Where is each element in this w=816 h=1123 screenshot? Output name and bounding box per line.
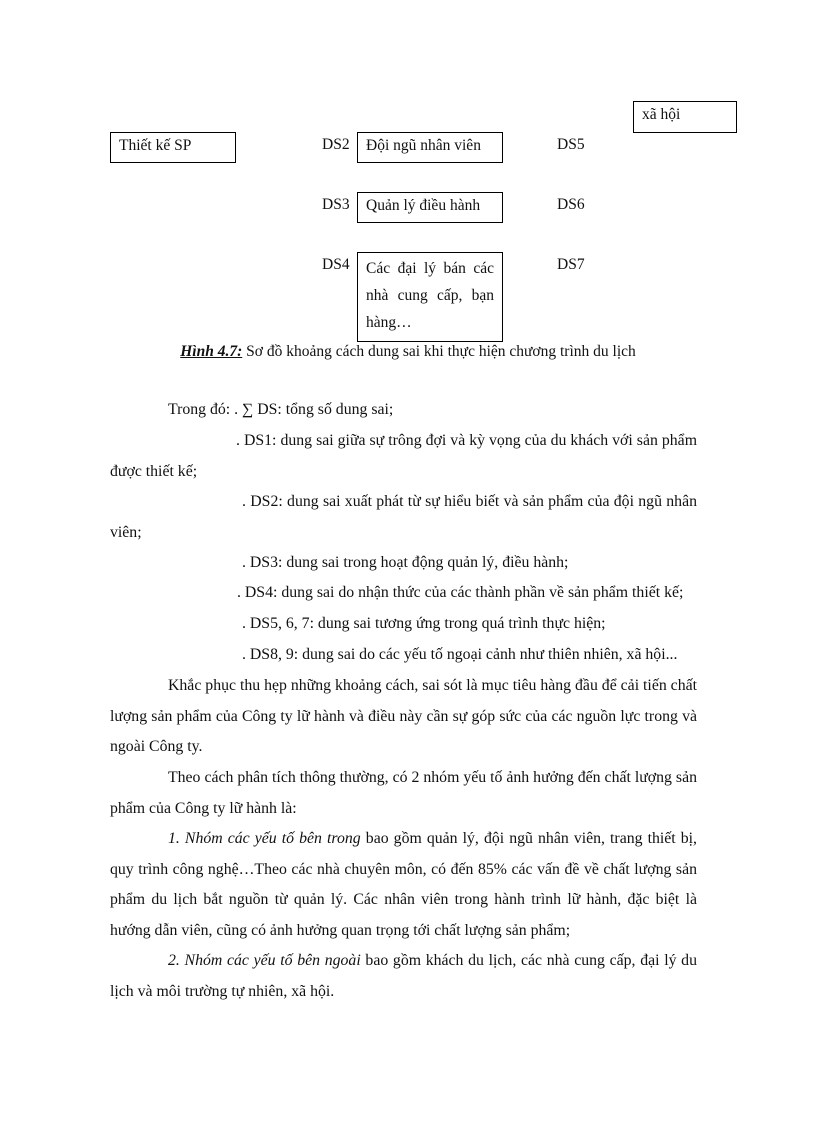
definition-ds3: . DS3: dung sai trong hoạt động quản lý, điều hành; xyxy=(242,554,569,571)
definition-ds567: . DS5, 6, 7: dung sai tương ứng trong quá trình thực hiện; xyxy=(242,615,606,632)
figure-caption-text: Sơ đồ khoảng cách dung sai khi thực hiện chương trình du lịch xyxy=(242,343,636,360)
definition-ds89: . DS8, 9: dung sai do các yếu tố ngoại cảnh như thiên nhiên, xã hội... xyxy=(242,646,678,663)
ds7-label: DS7 xyxy=(557,256,585,273)
society-box-label: xã hội xyxy=(642,106,681,123)
paragraph-improvement xyxy=(110,671,697,763)
ds3-label: DS3 xyxy=(322,196,350,213)
internal-factors-heading: 1. Nhóm các yếu tố bên trong xyxy=(168,830,361,847)
definition-ds4: . DS4: dung sai do nhận thức của các thành phần về sản phẩm thiết kế; xyxy=(237,584,684,601)
definition-ds2-text: . DS2: dung sai xuất phát từ sự hiểu biết và sản phẩm của đội ngũ nhân viên; xyxy=(110,493,697,541)
figure-caption xyxy=(0,341,816,363)
definition-ds2 xyxy=(110,487,697,548)
ds2-label: DS2 xyxy=(322,136,350,153)
internal-factors-text: bao gồm quản lý, đội ngũ nhân viên, trang thiết bị, quy trình công nghệ…Theo các nhà chuyên môn, có đến 85% các vấn đề về chất lượng sản phẩm du lịch bắt nguồn từ quản lý. Các nhân viên trong hành trình lữ hành, đặc biệt là hướng dẫn viên, cũng có ảnh hưởng quan trọng tới chất lượng sản phẩm; xyxy=(110,830,697,939)
design-product-box xyxy=(110,132,236,163)
definition-ds1-text: . DS1: dung sai giữa sự trông đợi và kỳ vọng của du khách với sản phẩm được thiết kế; xyxy=(110,432,697,480)
external-factors-heading: 2. Nhóm các yếu tố bên ngoài xyxy=(168,952,361,969)
management-box xyxy=(357,192,503,223)
definitions-intro: Trong đó: . ∑ DS: tổng số dung sai; xyxy=(168,401,394,418)
paragraph-external-factors xyxy=(110,946,697,1007)
figure-number: Hình 4.7: xyxy=(180,343,243,360)
paragraph-improvement-text: Khắc phục thu hẹp những khoảng cách, sai sót là mục tiêu hàng đầu để cải tiến chất lượng sản phẩm của Công ty lữ hành và điều này cần sự góp sức của các nguồn lực trong và ngoài Công ty. xyxy=(110,677,697,756)
paragraph-factor-groups xyxy=(110,763,697,824)
ds4-label: DS4 xyxy=(322,256,350,273)
ds5-label: DS5 xyxy=(557,136,585,153)
agents-box xyxy=(357,252,503,342)
staff-box-label: Đội ngũ nhân viên xyxy=(366,137,481,154)
ds6-label: DS6 xyxy=(557,196,585,213)
paragraph-internal-factors xyxy=(110,824,697,946)
external-factors-text: bao gồm khách du lịch, các nhà cung cấp, đại lý du lịch và môi trường tự nhiên, xã hội. xyxy=(110,952,697,1000)
paragraph-factor-groups-text: Theo cách phân tích thông thường, có 2 nhóm yếu tố ảnh hưởng đến chất lượng sản phẩm của Công ty lữ hành là: xyxy=(110,769,697,817)
society-box xyxy=(633,101,737,133)
agents-box-label: Các đại lý bán các nhà cung cấp, bạn hàng… xyxy=(366,260,494,331)
design-product-box-label: Thiết kế SP xyxy=(119,137,192,154)
definition-ds1 xyxy=(110,426,697,487)
management-box-label: Quản lý điều hành xyxy=(366,197,481,214)
staff-box xyxy=(357,132,503,163)
